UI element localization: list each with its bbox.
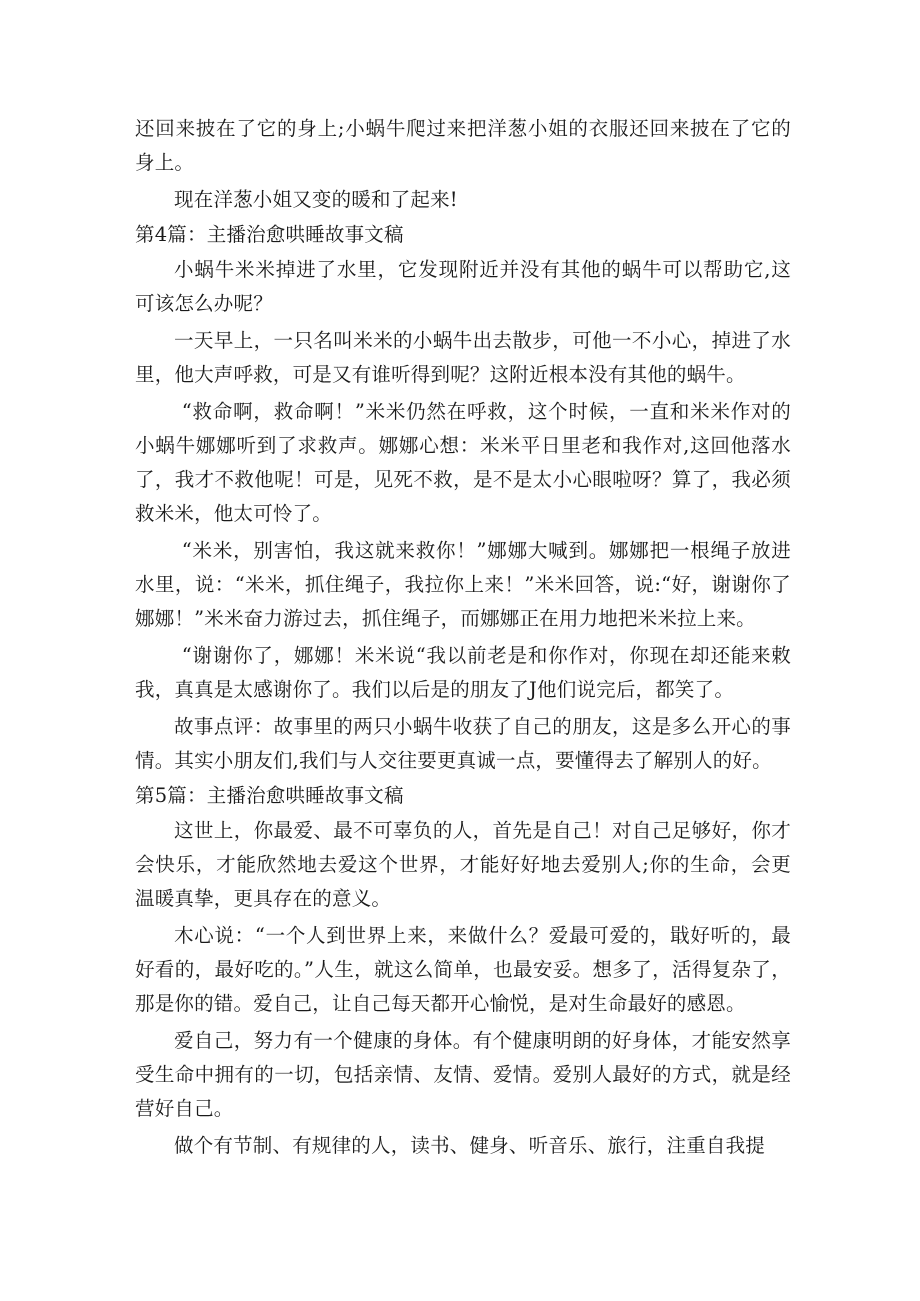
paragraph-8: 故事点评：故事里的两只小蜗牛收获了自己的朋友，这是多么开心的事情。其实小朋友们,我们与人交往要更真诚一点，要懂得去了解别人的好。: [135, 715, 791, 772]
paragraph-9: 这世上，你最爱、最不可辜负的人，首先是自己！对自己足够好，你才会快乐，才能欣然地去爱这个世界，才能好好地去爱别人;你的生命，会更温暖真挚，更具存在的意义。: [135, 819, 791, 910]
paragraph-1: 还回来披在了它的身上;小蜗牛爬过来把洋葱小姐的衣服还回来披在了它的身上。: [135, 117, 791, 174]
paragraph-2: 现在洋葱小姐又变的暖和了起来!: [174, 188, 458, 211]
section-heading-4: 第4篇：主播治愈哄睡故事文稿: [135, 223, 404, 246]
section-heading-5: 第5篇：主播治愈哄睡故事文稿: [135, 784, 404, 807]
paragraph-5: “救命啊，救命啊！”米米仍然在呼救，这个时候，一直和米米作对的小蜗牛娜娜听到了求救声。娜娜心想：米米平日里老和我作对,这回他落水了，我才不救他呢！可是，见死不救，是不是太小心眼啦呀？算了，我必须救米米，他太可怜了。: [135, 400, 791, 525]
paragraph-3: 小蜗牛米米掉进了水里，它发现附近并没有其他的蜗牛可以帮助它,这可该怎么办呢？: [135, 258, 791, 315]
paragraph-7: “谢谢你了，娜娜！米米说“我以前老是和你作对，你现在却还能来敕我，真真是太感谢你了。我们以后是的朋友了J他们说完后，都笑了。: [135, 644, 791, 701]
paragraph-4: 一天早上，一只名叫米米的小蜗牛出去散步，可他一不小心，掉进了水里，他大声呼救，可是又有谁听得到呢？这附近根本没有其他的蜗牛。: [135, 329, 791, 386]
paragraph-11: 爱自己，努力有一个健康的身体。有个健康明朗的好身体，才能安然享受生命中拥有的一切，包括亲情、友情、爱情。爱别人最好的方式，就是经营好自己。: [135, 1029, 791, 1120]
paragraph-10: 木心说：“一个人到世界上来，来做什么？爱最可爱的，戢好听的，最好看的，最好吃的。”人生，就这么简单，也最安妥。想多了，活得复杂了，那是你的错。爱自己，让自己每天都开心愉悦，是对生命最好的感恩。: [135, 924, 791, 1015]
document-body: [135, 112, 791, 1166]
paragraph-12: 做个有节制、有规律的人，读书、健身、听音乐、旅行，注重自我提: [174, 1134, 766, 1157]
paragraph-6: “米米，别害怕，我这就来救你！”娜娜大喊到。娜娜把一根绳子放进水里，说：“米米，抓住绳子，我拉你上来！”米米回答，说:“好，谢谢你了娜娜！”米米奋力游过去，抓住绳子，而娜娜正在用力地把米米拉上来。: [135, 539, 791, 630]
